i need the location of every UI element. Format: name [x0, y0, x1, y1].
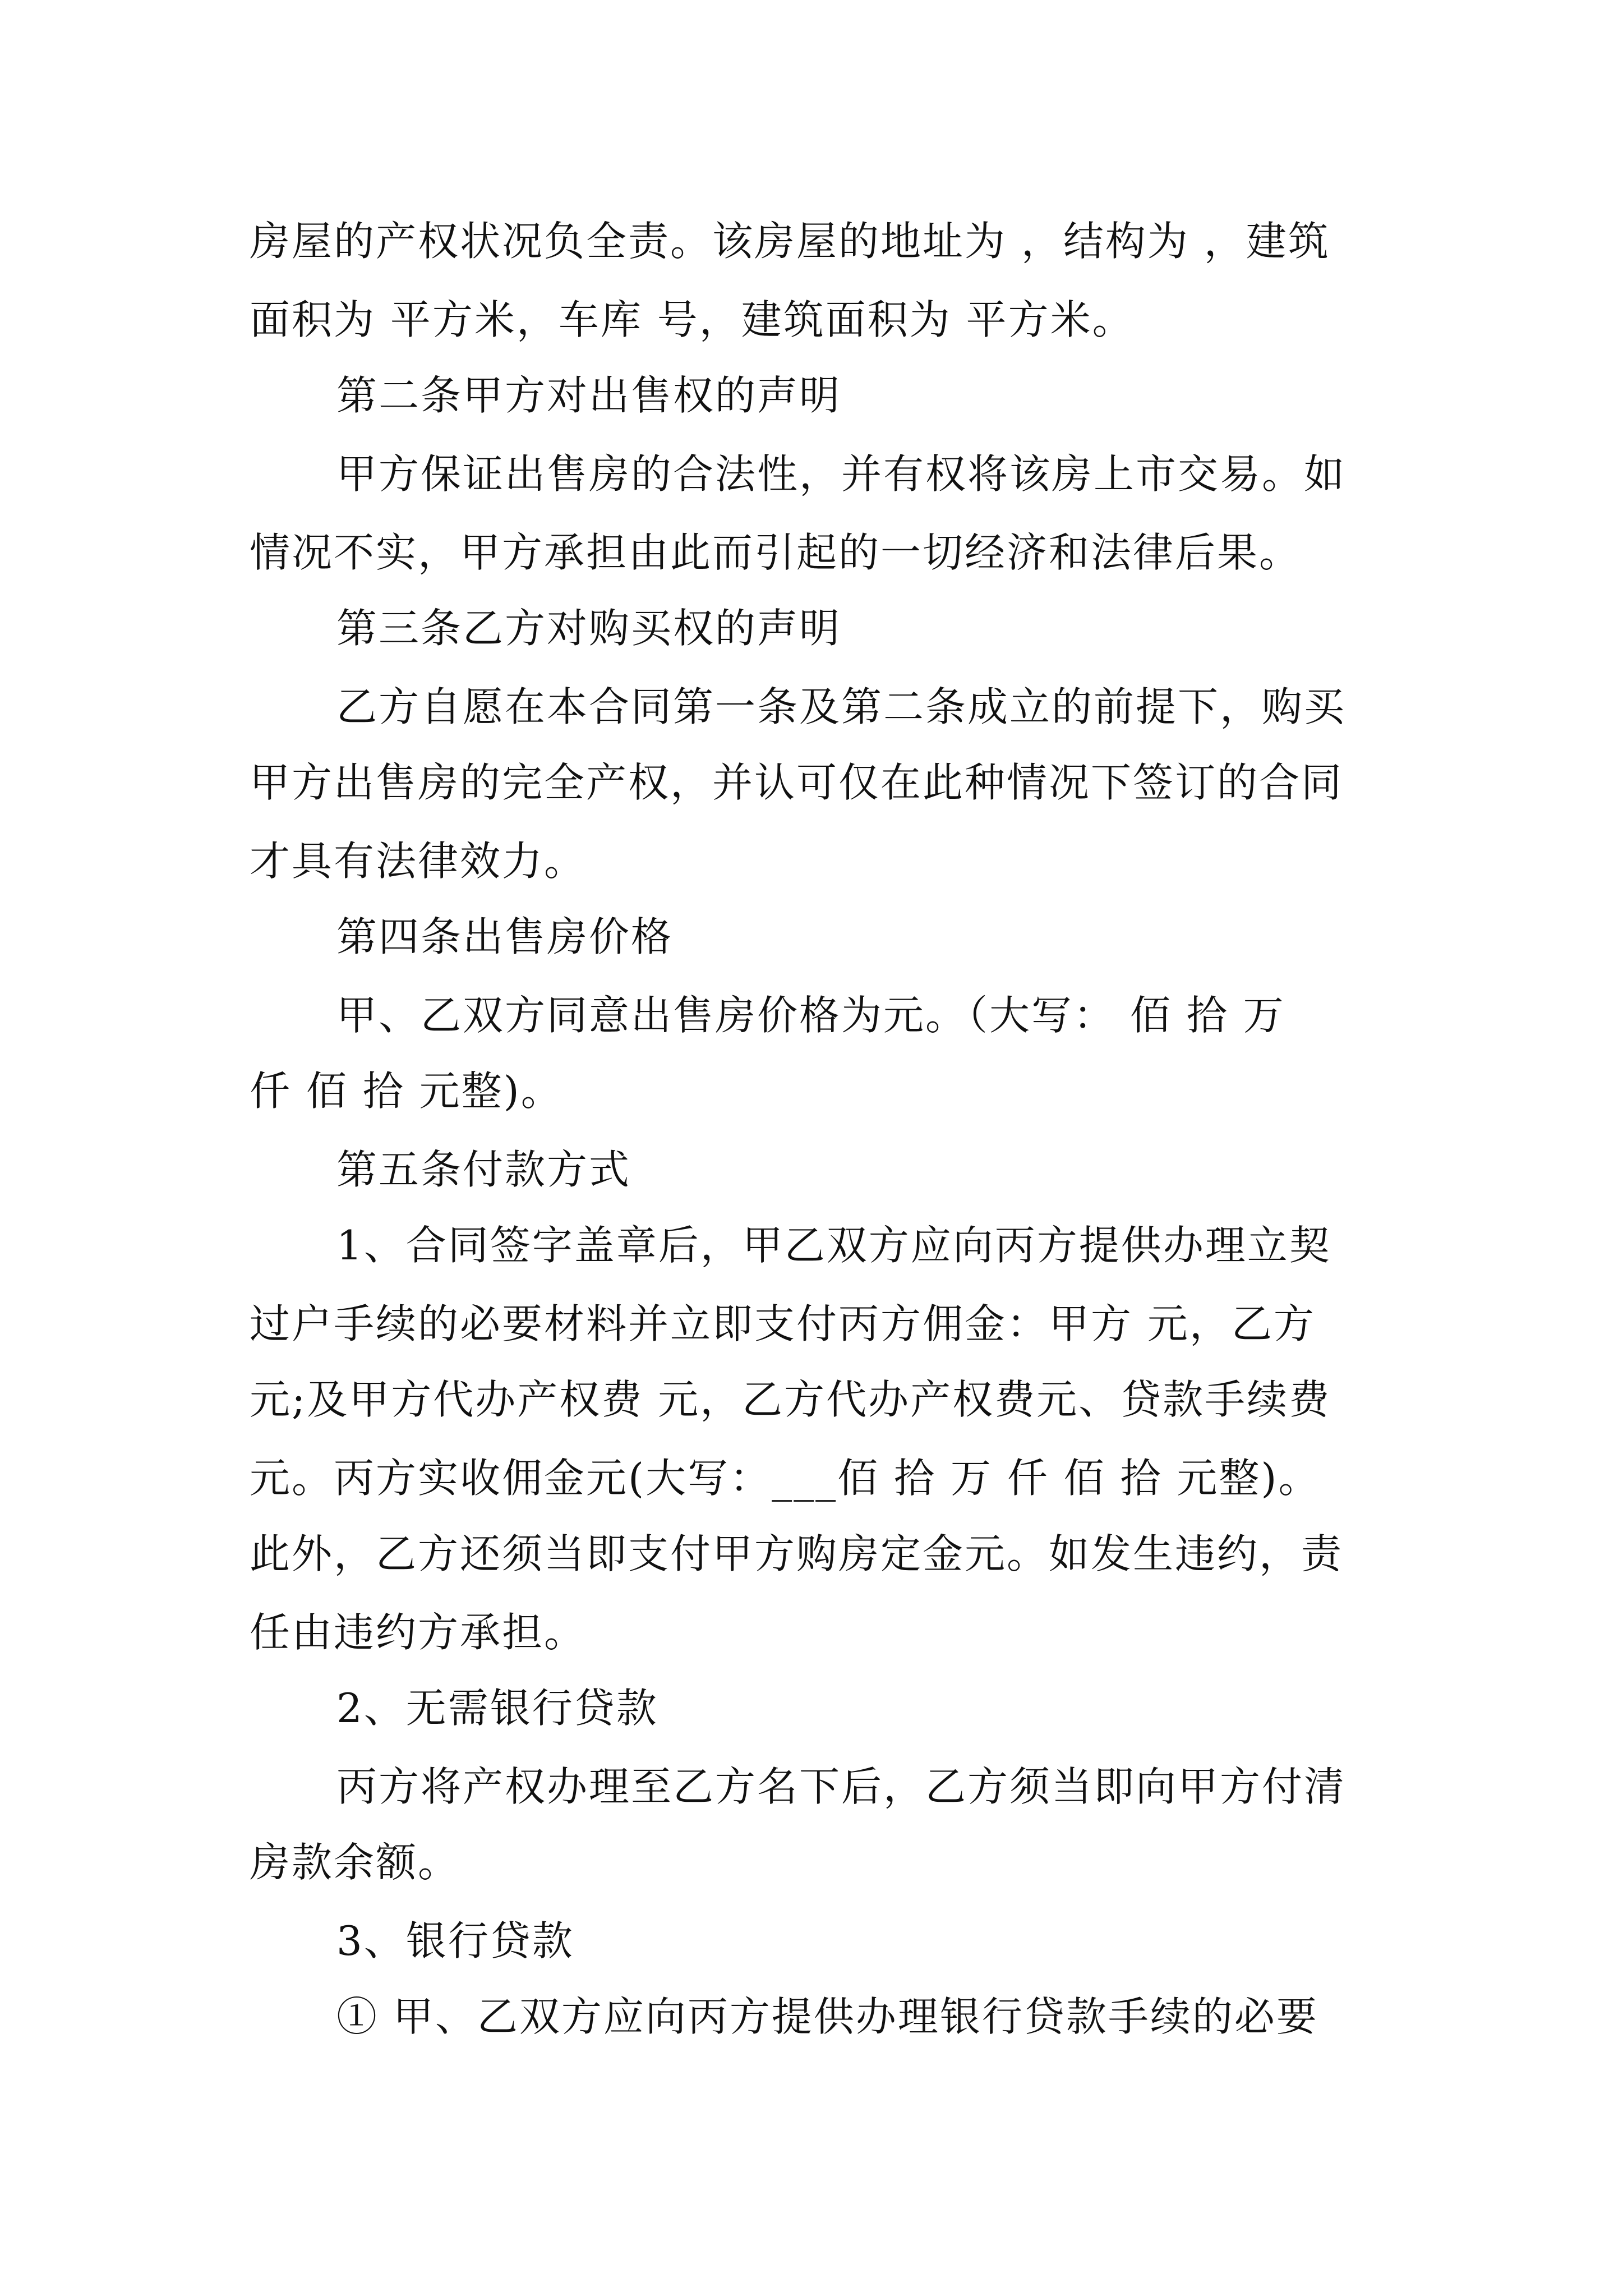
section-heading: 2、无需银行贷款: [336, 1685, 658, 1732]
body-line: 才具有法律效力。: [250, 838, 587, 885]
body-line: 此外，乙方还须当即支付甲方购房定金元。如发生违约，责: [250, 1530, 1344, 1577]
body-line: 甲方出售房的完全产权，并认可仅在此种情况下签订的合同: [250, 759, 1344, 806]
body-line: 过户手续的必要材料并立即支付丙方佣金：甲方 元，乙方: [250, 1300, 1316, 1347]
body-line: 仟 佰 拾 元整)。: [250, 1068, 563, 1115]
body-line: 面积为 平方米，车库 号，建筑面积为 平方米。: [250, 296, 1135, 343]
body-line: 丙方将产权办理至乙方名下后，乙方须当即向甲方付清: [336, 1763, 1347, 1810]
body-line: 房屋的产权状况负全责。该房屋的地址为 ，结构为 ，建筑: [250, 218, 1330, 265]
body-line: 甲、乙双方同意出售房价格为元。（大写： 佰 拾 万: [336, 992, 1285, 1039]
body-line: 乙方自愿在本合同第一条及第二条成立的前提下，购买: [336, 683, 1347, 730]
article-heading: 第三条乙方对购买权的声明: [336, 605, 842, 652]
body-line: 任由违约方承担。: [250, 1609, 587, 1656]
body-line: 情况不实，甲方承担由此而引起的一切经济和法律后果。: [250, 529, 1302, 576]
article-heading: 第二条甲方对出售权的声明: [336, 372, 842, 419]
body-line: 元。丙方实收佣金元(大写：___佰 拾 万 仟 佰 拾 元整)。: [250, 1455, 1321, 1502]
body-line: 1、合同签字盖章后，甲乙双方应向丙方提供办理立契: [336, 1222, 1331, 1269]
body-line: 元;及甲方代办产权费 元，乙方代办产权费元、贷款手续费: [250, 1376, 1331, 1423]
article-heading: 第五条付款方式: [336, 1146, 631, 1193]
section-heading: 3、银行贷款: [336, 1917, 574, 1964]
body-line: 甲方保证出售房的合法性，并有权将该房上市交易。如: [336, 450, 1347, 498]
body-line: 房款余额。: [250, 1839, 460, 1886]
body-line: ① 甲、乙双方应向丙方提供办理银行贷款手续的必要: [336, 1993, 1318, 2040]
article-heading: 第四条出售房价格: [336, 913, 674, 960]
